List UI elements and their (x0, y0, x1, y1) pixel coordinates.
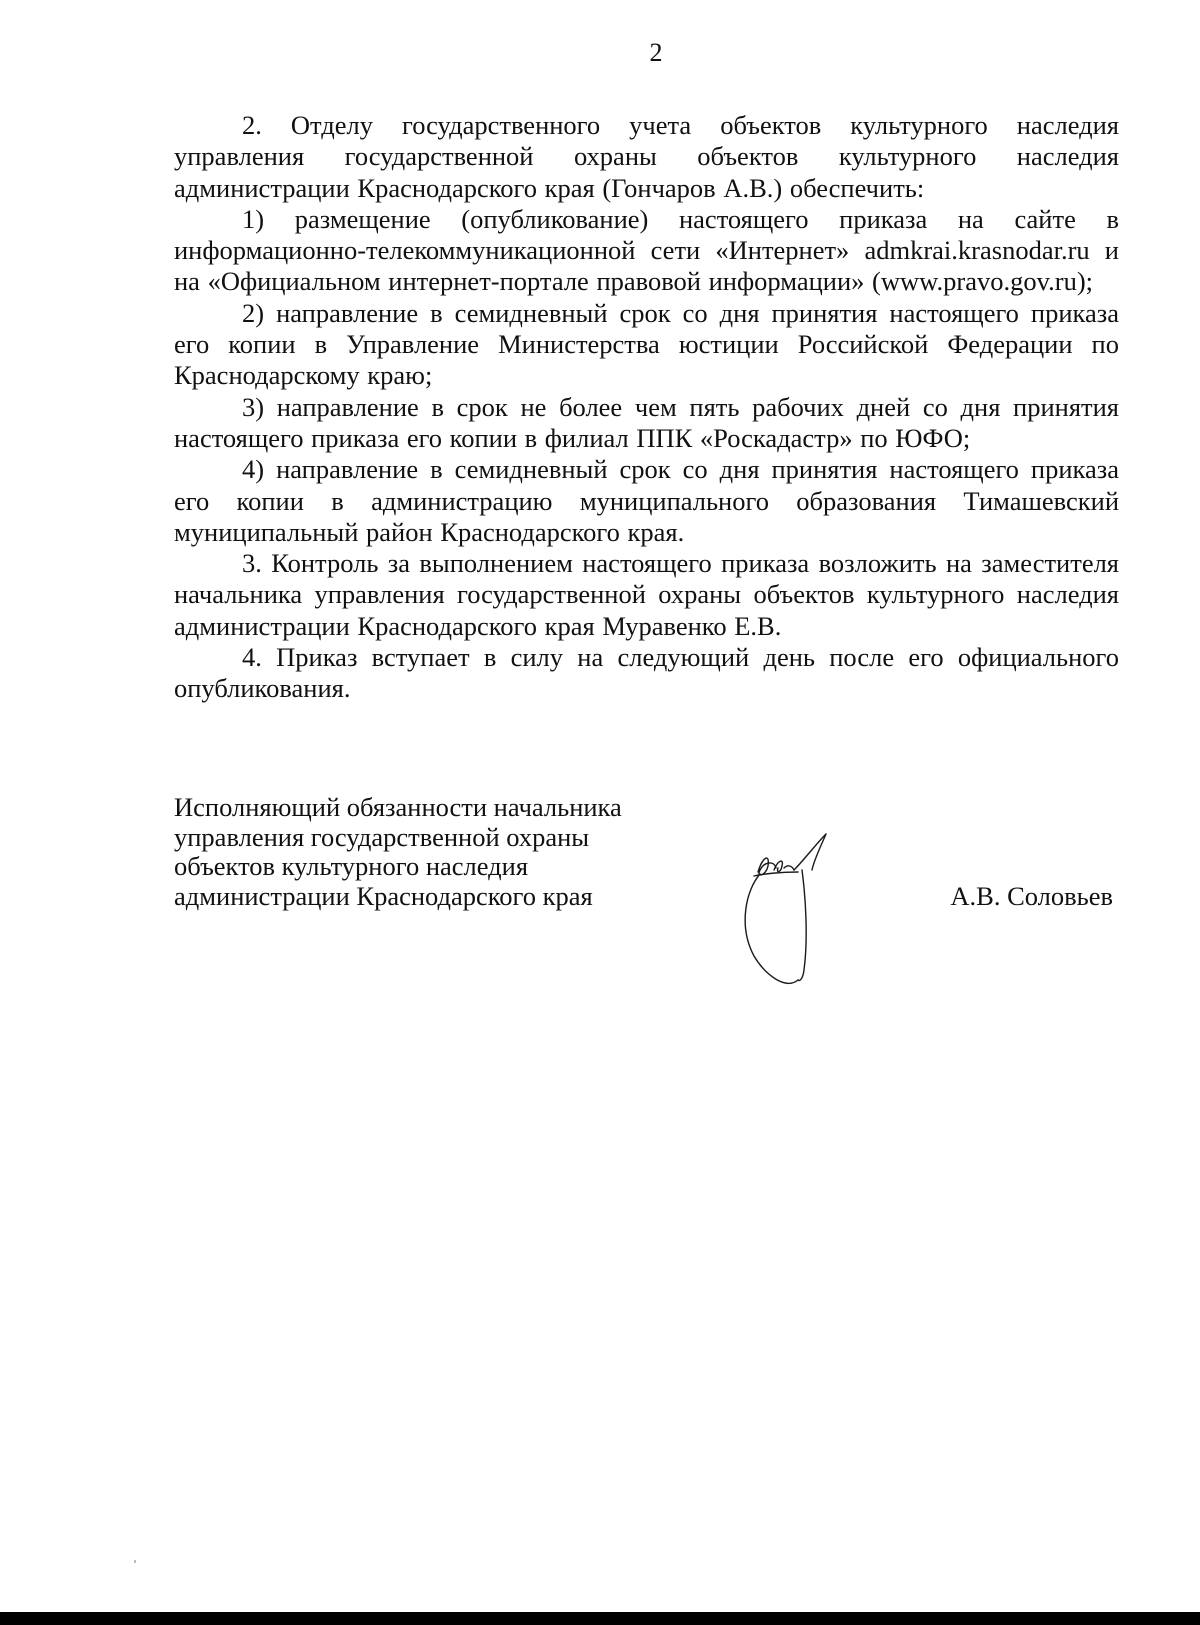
signatory-position-line: объектов культурного наследия (174, 851, 529, 881)
signatory-position (174, 793, 694, 911)
scan-speck (134, 1560, 136, 1563)
scan-bottom-edge (0, 1612, 1200, 1625)
paragraph-2-item-4: 4) направление в семидневный срок со дня принятия настоящего приказа его копии в администрацию муниципального образования Тимашевский муниципальный район Краснодарского края. (174, 454, 1119, 547)
paragraph-3: 3. Контроль за выполнением настоящего приказа возложить на заместителя начальника управления государственной охраны объектов культурного наследия администрации Краснодарского края Муравенко Е.В. (174, 548, 1119, 641)
document-body (174, 110, 1119, 705)
paragraph-2-item-2: 2) направление в семидневный срок со дня принятия настоящего приказа его копии в Управление Министерства юстиции Российской Федерации по Краснодарскому краю; (174, 297, 1119, 391)
paragraph-4: 4. Приказ вступает в силу на следующий день после его официального опубликования. (174, 642, 1119, 704)
paragraph-2: 2. Отделу государственного учета объектов культурного наследия управления государственной охраны объектов культурного наследия администрации Краснодарского края (Гончаров А.В.) обеспечить: (174, 110, 1119, 203)
signature-block (174, 793, 1119, 911)
signatory-position-line: Исполняющий обязанности начальника (174, 792, 622, 822)
signatory-position-line: управления государственной охраны (174, 821, 590, 852)
paragraph-2-item-3: 3) направление в срок не более чем пять рабочих дней со дня принятия настоящего приказа его копии в филиал ППК «Роскадастр» по ЮФО; (174, 391, 1119, 453)
signatory-position-line: администрации Краснодарского края (174, 880, 593, 911)
page-number: 2 (649, 38, 663, 67)
handwritten-signature-icon (740, 830, 860, 1010)
paragraph-2-item-1: 1) размещение (опубликование) настоящего приказа на сайте в информационно-телекоммуникационной сети «Интернет» admkrai.krasnodar.ru и на «Официальном интернет-портале правовой информации» (www.pravo.gov.ru); (174, 203, 1119, 297)
signatory-name: А.В. Соловьев (950, 881, 1113, 911)
